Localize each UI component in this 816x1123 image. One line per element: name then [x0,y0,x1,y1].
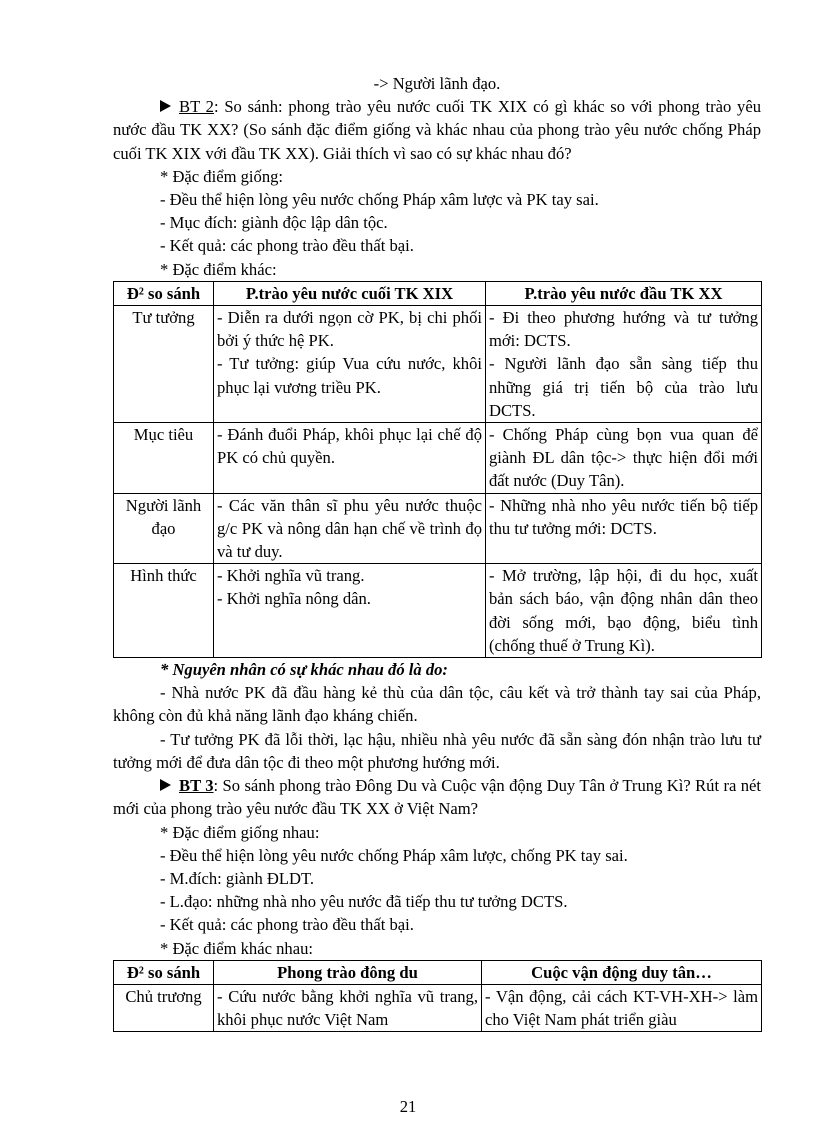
page-content [113,72,761,1032]
arrow-bullet-icon [160,100,171,112]
similar-heading: * Đặc điểm giống nhau: [160,822,320,842]
different-heading: * Đặc điểm khác nhau: [160,938,313,958]
table-header-cell: P.trào yêu nước đầu TK XX [486,281,762,305]
cell-line: - Đi theo phương hướng và tư tưởng mới: DCTS. [489,308,758,351]
table-cell [214,493,486,564]
row-label: Hình thức [114,564,214,658]
cell-line: - Chống Pháp cùng bọn vua quan để giành ĐL dân tộc-> thực hiện đổi mới đất nước (Duy Tân). [489,425,758,491]
cell-line: - Những nhà nho yêu nước tiến bộ tiếp thu tư tưởng mới: DCTS. [489,495,758,538]
cell-line: - Mở trường, lập hội, đi du học, xuất bản sách báo, vận động nhân dân theo đời sống mới, bạo động, biểu tình (chống thuế ở Trung Kì). [489,566,758,655]
table-cell [486,423,762,494]
bt3-question [113,774,761,820]
similar-item: - L.đạo: những nhà nho yêu nước đã tiếp thu tư tưởng DCTS. [160,892,568,912]
comparison-table-2 [113,960,762,1033]
bt2-text: : So sánh: phong trào yêu nước cuối TK XIX có gì khác so với phong trào yêu nước đầu TK XX? (So sánh đặc điểm giống và khác nhau của phong trào yêu nước chống Pháp cuối TK XIX với đầu TK XX). Giải thích vì sao có sự khác nhau đó? [113,97,761,163]
cell-line: - Các văn thân sĩ phu yêu nước thuộc g/c PK và nông dân hạn chế về trình đọ và tư duy. [217,495,482,562]
similar-item: - Đều thể hiện lòng yêu nước chống Pháp xâm lược và PK tay sai. [160,190,599,210]
reasons-heading: * Nguyên nhân có sự khác nhau đó là do: [160,660,448,680]
row-label: Mục tiêu [114,423,214,494]
similar-item: - M.đích: giành ĐLDT. [160,868,315,888]
line-leader: -> Người lãnh đạo. [373,74,501,93]
reason-item: - Nhà nước PK đã đầu hàng kẻ thù của dân tộc, câu kết và trở thành tay sai của Pháp, không còn đủ khả năng lãnh đạo kháng chiến. [113,683,761,726]
table-header-cell: Phong trào đông du [214,960,482,984]
row-label: Chủ trương [114,984,214,1031]
table-row [114,493,762,564]
table-header-row [114,281,762,305]
arrow-bullet-icon [160,779,171,791]
similar-item: - Mục đích: giành độc lập dân tộc. [160,213,388,233]
bt2-label: BT 2 [179,97,214,117]
bt3-label: BT 3 [179,776,214,796]
table-cell: - Cứu nước bằng khởi nghĩa vũ trang, khôi phục nước Việt Nam [214,984,482,1031]
row-label: Tư tưởng [114,306,214,423]
similar-item: - Đều thể hiện lòng yêu nước chống Pháp xâm lược, chống PK tay sai. [160,845,628,865]
different-heading: * Đặc điểm khác: [160,259,277,279]
table-cell [486,564,762,658]
cell-line: - Diễn ra dưới ngọn cờ PK, bị chi phối bởi ý thức hệ PK. [217,308,482,351]
page-number: 21 [399,1097,417,1116]
table-header-cell: P.trào yêu nước cuối TK XIX [214,281,486,305]
comparison-table-1 [113,281,762,658]
similar-item: - Kết quả: các phong trào đều thất bại. [160,915,414,935]
table-cell [486,493,762,564]
table-cell [214,423,486,494]
table-cell [214,564,486,658]
cell-line: - Người lãnh đạo sẵn sàng tiếp thu những giá trị tiến bộ của trào lưu DCTS. [489,354,758,420]
table-cell [214,306,486,423]
table-row [114,423,762,494]
cell-line: - Khởi nghĩa nông dân. [217,589,371,609]
cell-line: - Khởi nghĩa vũ trang. [217,566,365,586]
table-row [114,306,762,423]
table-header-cell: Cuộc vận động duy tân… [482,960,762,984]
table-header-cell: Đ² so sánh [114,960,214,984]
row-label: Người lãnh đạo [114,493,214,564]
table-cell: - Vận động, cải cách KT-VH-XH-> làm cho Việt Nam phát triển giàu [482,984,762,1031]
reason-item: - Tư tưởng PK đã lỗi thời, lạc hậu, nhiều nhà yêu nước đã sẵn sàng đón nhận trào lưu tư tưởng mới để đưa dân tộc đi theo một phương hướng mới. [113,729,761,772]
table-row [114,984,762,1031]
table-header-cell: Đ² so sánh [114,281,214,305]
table-cell [486,306,762,423]
bt3-text: : So sánh phong trào Đông Du và Cuộc vận động Duy Tân ở Trung Kì? Rút ra nét mới của phong trào yêu nước đầu TK XX ở Việt Nam? [113,776,761,819]
bt2-question [113,95,761,165]
similar-heading: * Đặc điểm giống: [160,166,284,186]
similar-item: - Kết quả: các phong trào đều thất bại. [160,236,414,256]
cell-line: - Tư tưởng: giúp Vua cứu nước, khôi phục lại vương triều PK. [217,354,482,397]
table-header-row [114,960,762,984]
cell-line: - Đánh đuổi Pháp, khôi phục lại chế độ PK có chủ quyền. [217,425,482,468]
table-row [114,564,762,658]
